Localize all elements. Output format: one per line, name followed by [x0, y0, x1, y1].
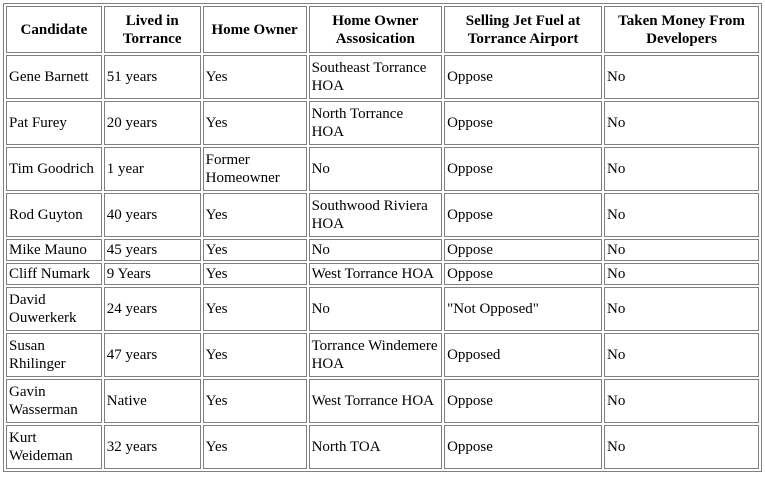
cell-jet-fuel: Oppose: [444, 379, 602, 423]
cell-jet-fuel: Oppose: [444, 263, 602, 285]
header-taken-money: Taken Money From Developers: [604, 6, 759, 53]
cell-home-owner: Yes: [203, 263, 307, 285]
cell-hoa: North Torrance HOA: [309, 101, 443, 145]
cell-developer-money: No: [604, 333, 759, 377]
cell-home-owner: Yes: [203, 101, 307, 145]
cell-developer-money: No: [604, 287, 759, 331]
cell-candidate: Rod Guyton: [6, 193, 102, 237]
header-home-owner-association: Home Owner Assosication: [309, 6, 443, 53]
cell-candidate: Pat Furey: [6, 101, 102, 145]
cell-home-owner: Yes: [203, 333, 307, 377]
cell-candidate: David Ouwerkerk: [6, 287, 102, 331]
cell-jet-fuel: Opposed: [444, 333, 602, 377]
cell-hoa: Southwood Riviera HOA: [309, 193, 443, 237]
cell-jet-fuel: "Not Opposed": [444, 287, 602, 331]
table-row: [6, 147, 759, 191]
cell-lived: 9 Years: [104, 263, 201, 285]
cell-lived: 47 years: [104, 333, 201, 377]
cell-developer-money: No: [604, 425, 759, 469]
cell-hoa: North TOA: [309, 425, 443, 469]
cell-hoa: West Torrance HOA: [309, 263, 443, 285]
cell-developer-money: No: [604, 147, 759, 191]
cell-home-owner: Yes: [203, 193, 307, 237]
table-row: [6, 263, 759, 285]
header-home-owner: Home Owner: [203, 6, 307, 53]
cell-hoa: No: [309, 147, 443, 191]
cell-developer-money: No: [604, 193, 759, 237]
cell-lived: 1 year: [104, 147, 201, 191]
cell-developer-money: No: [604, 379, 759, 423]
cell-candidate: Susan Rhilinger: [6, 333, 102, 377]
cell-lived: 40 years: [104, 193, 201, 237]
cell-lived: 20 years: [104, 101, 201, 145]
table-row: [6, 425, 759, 469]
header-selling-jet-fuel: Selling Jet Fuel at Torrance Airport: [444, 6, 602, 53]
table-row: [6, 287, 759, 331]
cell-candidate: Cliff Numark: [6, 263, 102, 285]
cell-developer-money: No: [604, 239, 759, 261]
table-header-row: [6, 6, 759, 53]
cell-hoa: Torrance Windemere HOA: [309, 333, 443, 377]
cell-jet-fuel: Oppose: [444, 239, 602, 261]
header-candidate: Candidate: [6, 6, 102, 53]
table-row: [6, 239, 759, 261]
cell-developer-money: No: [604, 55, 759, 99]
cell-jet-fuel: Oppose: [444, 193, 602, 237]
cell-hoa: No: [309, 287, 443, 331]
cell-jet-fuel: Oppose: [444, 55, 602, 99]
table-row: [6, 379, 759, 423]
cell-candidate: Mike Mauno: [6, 239, 102, 261]
table-row: [6, 101, 759, 145]
cell-hoa: No: [309, 239, 443, 261]
table-row: [6, 55, 759, 99]
table-row: [6, 193, 759, 237]
cell-candidate: Kurt Weideman: [6, 425, 102, 469]
cell-jet-fuel: Oppose: [444, 147, 602, 191]
cell-hoa: West Torrance HOA: [309, 379, 443, 423]
cell-developer-money: No: [604, 263, 759, 285]
cell-candidate: Gene Barnett: [6, 55, 102, 99]
cell-candidate: Gavin Wasserman: [6, 379, 102, 423]
cell-lived: 24 years: [104, 287, 201, 331]
cell-home-owner: Yes: [203, 287, 307, 331]
cell-hoa: Southeast Torrance HOA: [309, 55, 443, 99]
cell-home-owner: Yes: [203, 55, 307, 99]
cell-developer-money: No: [604, 101, 759, 145]
cell-lived: Native: [104, 379, 201, 423]
table-row: [6, 333, 759, 377]
cell-jet-fuel: Oppose: [444, 101, 602, 145]
cell-home-owner: Yes: [203, 425, 307, 469]
cell-lived: 51 years: [104, 55, 201, 99]
header-lived-in-torrance: Lived in Torrance: [104, 6, 201, 53]
cell-home-owner: Yes: [203, 239, 307, 261]
cell-home-owner: Former Homeowner: [203, 147, 307, 191]
cell-candidate: Tim Goodrich: [6, 147, 102, 191]
candidate-comparison-table: [3, 3, 762, 472]
cell-lived: 32 years: [104, 425, 201, 469]
cell-home-owner: Yes: [203, 379, 307, 423]
cell-lived: 45 years: [104, 239, 201, 261]
cell-jet-fuel: Oppose: [444, 425, 602, 469]
